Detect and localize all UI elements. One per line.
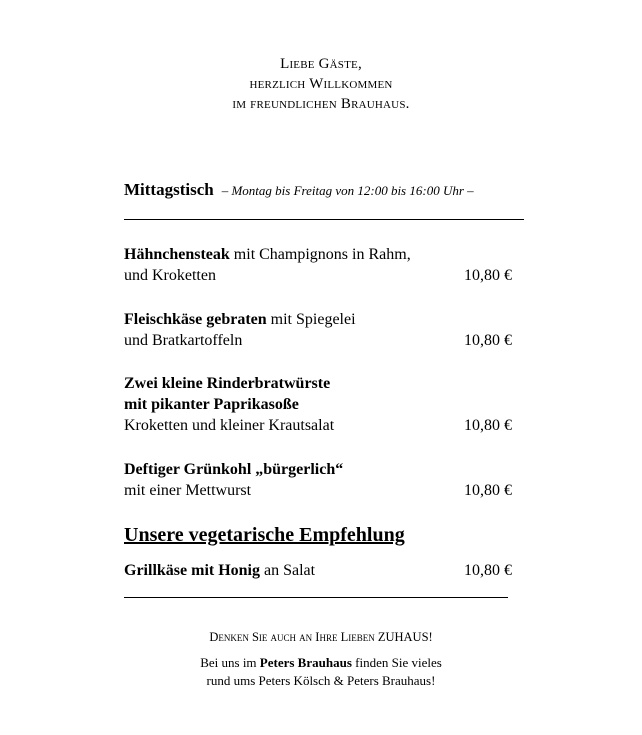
- menu-item-price: 10,80 €: [464, 332, 512, 349]
- menu-item-name: Zwei kleine Rinderbratwürste: [124, 375, 331, 392]
- vegetarian-heading: Unsere vegetarische Empfehlung: [124, 524, 405, 546]
- greeting-line-2: herzlich Willkommen: [249, 76, 393, 92]
- menu-item-price: 10,80 €: [464, 562, 512, 579]
- greeting-line-1: Liebe Gäste,: [280, 56, 362, 72]
- menu-item-description: mit Champignons in Rahm,: [229, 246, 411, 263]
- menu-item-grillkaese: [124, 560, 512, 581]
- menu-item-haehnchensteak: [124, 244, 512, 286]
- divider-bottom: [124, 597, 508, 598]
- menu-item-rinderbratwuerste: [124, 373, 512, 436]
- menu-item-description: mit einer Mettwurst: [124, 482, 252, 499]
- menu-item-price: 10,80 €: [464, 417, 512, 434]
- menu-item-description: und Bratkartoffeln: [124, 332, 243, 349]
- greeting: [0, 54, 642, 114]
- footer: [0, 628, 642, 690]
- lunch-hours: – Montag bis Freitag von 12:00 bis 16:00 Uhr –: [221, 183, 474, 198]
- tagline-line-2: rund ums Peters Kölsch & Peters Brauhaus!: [206, 673, 436, 688]
- menu-item-name: Grillkäse mit Honig: [124, 562, 260, 579]
- greeting-line-3: im freundlichen Brauhaus.: [232, 96, 410, 112]
- menu-item-name: Hähnchensteak: [124, 246, 230, 263]
- lunch-section-title: [124, 180, 474, 200]
- menu-item-name-cont: mit pikanter Paprikasoße: [124, 396, 299, 413]
- tagline-suffix: finden Sie vieles: [351, 655, 442, 670]
- divider-top: [124, 219, 524, 220]
- menu-item-name: Deftiger Grünkohl „bürgerlich“: [124, 461, 344, 478]
- footer-note: Denken Sie auch an Ihre Lieben ZUHAUS!: [209, 630, 433, 644]
- brauhaus-name: Peters Brauhaus: [259, 655, 352, 670]
- menu-item-price: 10,80 €: [464, 482, 512, 499]
- menu-item-price: 10,80 €: [464, 267, 512, 284]
- menu-item-fleischkaese: [124, 309, 512, 351]
- menu-item-description: mit Spiegelei: [266, 311, 356, 328]
- menu-item-description: Kroketten und kleiner Krautsalat: [124, 417, 335, 434]
- lunch-title: Mittagstisch: [124, 180, 214, 199]
- tagline-prefix: Bei uns im: [200, 655, 260, 670]
- menu-item-gruenkohl: [124, 459, 512, 501]
- footer-tagline: [0, 654, 642, 690]
- menu-item-description: an Salat: [260, 562, 316, 579]
- menu-item-description: und Kroketten: [124, 267, 216, 284]
- menu-item-name: Fleischkäse gebraten: [124, 311, 267, 328]
